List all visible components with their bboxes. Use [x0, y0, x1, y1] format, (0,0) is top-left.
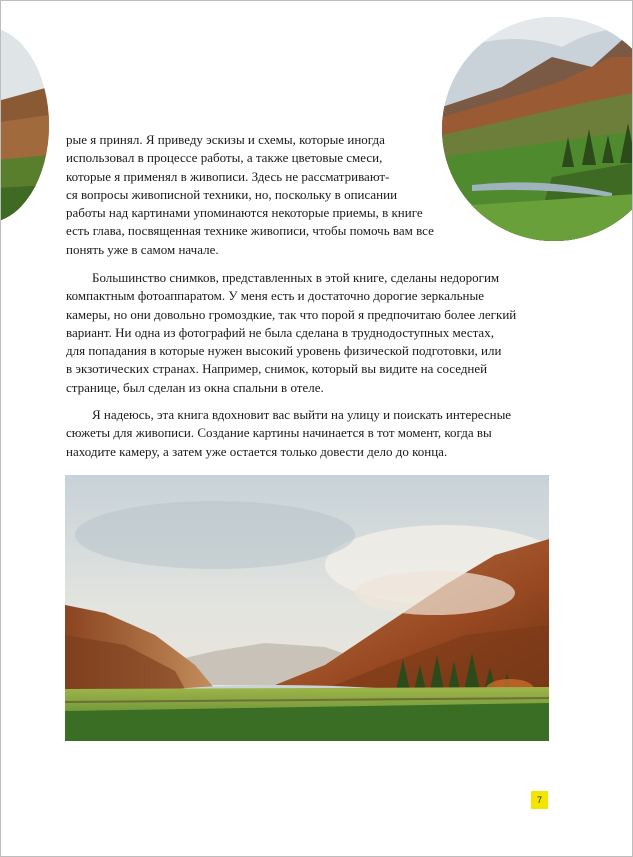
text-line: использовал в процессе работы, а также цветовые смеси, [66, 150, 383, 166]
text-line: для попадания в которые нужен высокий уровень физической подготовки, или [66, 343, 502, 359]
text-line: камеры, но они довольно громоздкие, так что порой я предпочитаю более легкий [66, 306, 517, 322]
text-line: в экзотических странах. Например, снимок, который вы видите на соседней [66, 361, 488, 377]
text-line: странице, был сделан из окна спальни в отеле. [66, 379, 324, 395]
text-line: компактным фотоаппаратом. У меня есть и достаточно дорогие зеркальные [66, 288, 484, 304]
paragraph-3 [66, 406, 548, 461]
text-line: понять уже в самом начале. [66, 241, 219, 257]
text-line: ся вопросы живописной техники, но, поскольку в описании [66, 186, 398, 202]
text-line: находите камеру, а затем уже остается только довести дело до конца. [66, 443, 448, 459]
paragraph-2 [66, 269, 548, 397]
text-line: вариант. Ни одна из фотографий не была сделана в труднодоступных местах, [66, 324, 494, 340]
text-line: которые я применял в живописи. Здесь не рассматривают- [66, 168, 390, 184]
page-number: 7 [531, 791, 548, 809]
text-line: Большинство снимков, представленных в этой книге, сделаны недорогим [92, 270, 500, 285]
text-line: рые я принял. Я приведу эскизы и схемы, которые иногда [66, 132, 385, 147]
text-line: есть глава, посвященная технике живописи, чтобы помочь вам все [66, 223, 434, 239]
paragraph-1 [66, 131, 548, 259]
text-line: Я надеюсь, эта книга вдохновит вас выйти на улицу и поискать интересные [92, 407, 512, 422]
landscape-painting [65, 475, 549, 741]
text-line: сюжеты для живописи. Создание картины начинается в тот момент, когда вы [66, 425, 492, 441]
text-line: работы над картинами упоминаются некоторые приемы, в книге [66, 205, 423, 221]
landscape-photo-left [0, 27, 49, 223]
